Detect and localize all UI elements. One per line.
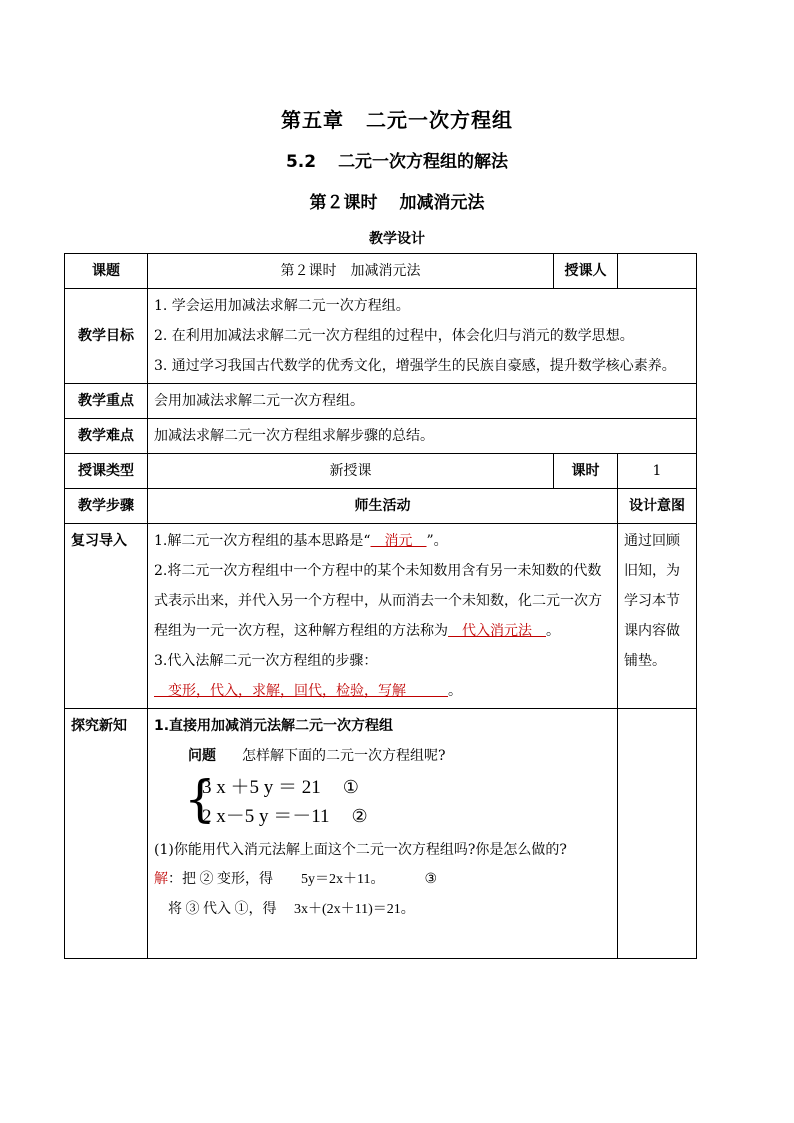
review-q3-text: 3.代入法解二元一次方程组的步骤： bbox=[154, 653, 378, 669]
goal-item: 1. 学会运用加减法求解二元一次方程组。 bbox=[154, 298, 410, 314]
topic-row bbox=[65, 254, 697, 289]
difficulty-value: 加减法求解二元一次方程组求解步骤的总结。 bbox=[148, 419, 697, 454]
teacher-label: 授课人 bbox=[554, 254, 618, 289]
review-row bbox=[65, 524, 697, 709]
lesson-title bbox=[0, 188, 794, 213]
goals-label: 教学目标 bbox=[65, 289, 148, 384]
equation-1-text: 3 x ＋5 y ＝ 21 bbox=[202, 777, 321, 798]
document-type: 教学设计 bbox=[369, 231, 425, 247]
review-question-1 bbox=[154, 526, 611, 556]
review-content bbox=[148, 524, 618, 709]
review-q2-answer: 代入消元法 bbox=[448, 623, 546, 639]
problem-label: 问题 bbox=[188, 748, 216, 764]
intent-header: 设计意图 bbox=[618, 489, 697, 524]
activity-header: 师生活动 bbox=[148, 489, 618, 524]
section-title bbox=[0, 147, 794, 172]
explore-heading: 1.直接用加减消元法解二元一次方程组 bbox=[154, 718, 394, 734]
difficulty-label: 教学难点 bbox=[65, 419, 148, 454]
chapter-name: 二元一次方程组 bbox=[366, 108, 513, 132]
goals-row bbox=[65, 289, 697, 384]
key-point-value: 会用加减法求解二元一次方程组。 bbox=[148, 384, 697, 419]
key-point-row bbox=[65, 384, 697, 419]
review-q2-text: 2.将二元一次方程组中一个方程中的某个未知数用含有另一未知数的代数式表示出来，并代入另一个方程中，从而消去一个未知数，化二元一次方程组为一元一次方程，这种解方程组的方法称为 bbox=[154, 563, 602, 639]
solution-line-1-mark: ③ bbox=[424, 872, 438, 887]
section-number: 5.2 bbox=[285, 152, 317, 172]
chapter-title bbox=[0, 104, 794, 133]
review-question-3 bbox=[154, 646, 611, 676]
chapter-number: 第五章 bbox=[281, 108, 344, 132]
equation-1-mark: ① bbox=[342, 777, 359, 797]
equation-2 bbox=[202, 802, 611, 831]
hours-label: 课时 bbox=[554, 454, 618, 489]
key-point-label: 教学重点 bbox=[65, 384, 148, 419]
review-q1-suffix: ”。 bbox=[426, 533, 448, 549]
problem-line bbox=[154, 741, 611, 771]
review-label: 复习导入 bbox=[65, 524, 148, 709]
teacher-value bbox=[618, 254, 697, 289]
explore-content bbox=[148, 709, 618, 959]
class-type-row bbox=[65, 454, 697, 489]
explore-intent bbox=[618, 709, 697, 959]
equation-2-text: 2 x－5 y ＝－11 bbox=[202, 806, 330, 827]
solution-line-1-text: ：把 ② 变形，得 5y＝2x＋11。 bbox=[168, 872, 385, 887]
explore-row bbox=[65, 709, 697, 959]
review-q1-text: 1.解二元一次方程组的基本思路是“ bbox=[154, 533, 371, 549]
steps-header: 教学步骤 bbox=[65, 489, 148, 524]
hours-value: 1 bbox=[618, 454, 697, 489]
lesson-number: 第２课时 bbox=[309, 193, 378, 213]
steps-header-row bbox=[65, 489, 697, 524]
class-type-value: 新授课 bbox=[148, 454, 554, 489]
goal-item: 3. 通过学习我国古代数学的优秀文化，增强学生的民族自豪感，提升数学核心素养。 bbox=[154, 358, 676, 374]
review-q3-answer: 变形，代入，求解，回代，检验，写解 bbox=[154, 683, 448, 699]
lesson-plan-table bbox=[64, 253, 697, 959]
equation-system bbox=[184, 770, 611, 831]
explore-question-1: (1)你能用代入消元法解上面这个二元一次方程组吗?你是怎么做的? bbox=[154, 842, 567, 858]
solution-line-2: 将 ③ 代入 ①，得 3x＋(2x＋11)＝21。 bbox=[168, 902, 415, 917]
review-q1-answer: 消元 bbox=[370, 533, 427, 549]
topic-label: 课题 bbox=[65, 254, 148, 289]
review-intent: 通过回顾旧知，为学习本节课内容做铺垫。 bbox=[618, 524, 697, 709]
goal-item: 2. 在利用加减法求解二元一次方程组的过程中，体会化归与消元的数学思想。 bbox=[154, 328, 634, 344]
equation-2-mark: ② bbox=[351, 806, 368, 826]
review-question-3-answer bbox=[154, 676, 611, 706]
problem-text: 怎样解下面的二元一次方程组呢? bbox=[242, 748, 446, 764]
lesson-name: 加减消元法 bbox=[399, 193, 485, 213]
explore-label: 探究新知 bbox=[65, 709, 148, 959]
goals-list bbox=[148, 289, 697, 384]
class-type-label: 授课类型 bbox=[65, 454, 148, 489]
solution-line-1 bbox=[154, 865, 611, 895]
difficulty-row bbox=[65, 419, 697, 454]
section-name: 二元一次方程组的解法 bbox=[338, 152, 509, 172]
topic-value: 第２课时 加减消元法 bbox=[148, 254, 554, 289]
review-question-2 bbox=[154, 556, 611, 646]
equation-1 bbox=[202, 773, 611, 802]
review-q2-suffix: 。 bbox=[546, 623, 560, 639]
solution-label: 解 bbox=[154, 872, 168, 887]
review-q3-suffix: 。 bbox=[448, 683, 462, 699]
left-brace-icon: { bbox=[184, 770, 216, 828]
